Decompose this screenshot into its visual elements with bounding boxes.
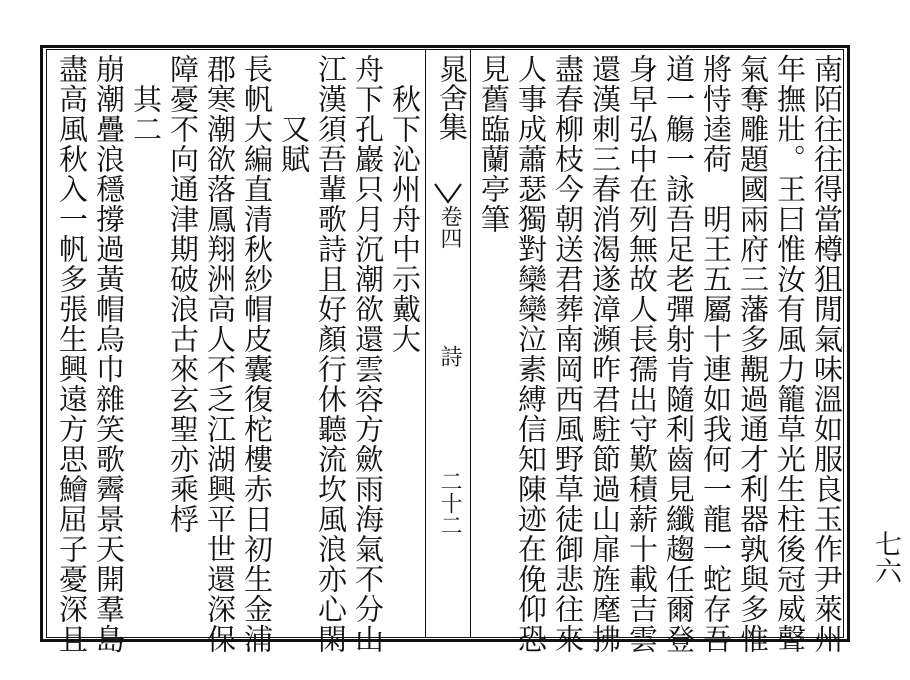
fish-tail-mark-icon [433,182,463,204]
text-column-6: 身早弘中在列無故人長孺出守歎積薪十載吉雲 [625,54,659,654]
text-column-4: 將恃逵荷 明王五屬十連如我何一龍一蛇存吾 [699,54,733,654]
text-column-10: 見舊臨蘭亭筆 [477,54,511,234]
text-column-8: 盡春柳枝今朝送君葬南岡西風野草徒御悲往來 [551,54,585,654]
page-number: 七六 [870,530,901,584]
text-column-16: 郡寒潮欲落鳳翔洲高人不乏江湖興平世還深保 [203,54,237,654]
text-column-9: 人事成蕭瑟獨對欒欒泣素縛信知陳迹在俛仰恐 [514,54,548,654]
margin-book-title: 晁舍集 [435,54,469,141]
text-column-17: 障憂不向通津期破浪古來玄聖亦乘桴 [166,54,200,534]
margin-folio: 二十二 [437,470,462,536]
poem-title-3: 其二 [129,54,163,144]
text-column-15: 長帆大編直清秋紗帽皮囊復柁樓赤日初生金浦 [240,54,274,654]
text-column-12: 舟下孔巖只月沉潮欲還雲容方歛雨海氣不分山 [351,54,385,654]
margin-category: 詩 [437,345,462,367]
poem-title-1: 秋下沁州舟中示戴大 [388,54,422,354]
text-column-5: 道一觴一詠吾足老彈射肯隨利齒見纖趨任爾登 [662,54,696,654]
text-column-20: 盡高風秋入一帆多張生興遠方思鱠屈子憂深且 [55,54,89,654]
margin-volume: 卷四 [437,205,462,249]
text-column-19: 崩潮疊浪穩撐過黃帽烏巾雜笑歌霽景天開羣島 [92,54,126,654]
text-column-7: 還漢刺三春消渴遂漳瀕昨君駐節過山扉旌麾拂 [588,54,622,654]
text-column-2: 年撫壯。王曰惟汝有風力籠草光生柱後冠威聲 [773,54,807,654]
text-column-13: 江漢須吾輩歌詩且好顏行休聽流坎風浪亦心閑 [314,54,348,654]
text-column-1: 南陌往往得當樽狙閒氣味溫如服良玉作尹萊州 [810,54,844,654]
text-column-3: 氣奪雕題國兩府三藩多覯過通才利器孰與多惟 [736,54,770,654]
poem-title-2: 又賦 [277,54,311,174]
